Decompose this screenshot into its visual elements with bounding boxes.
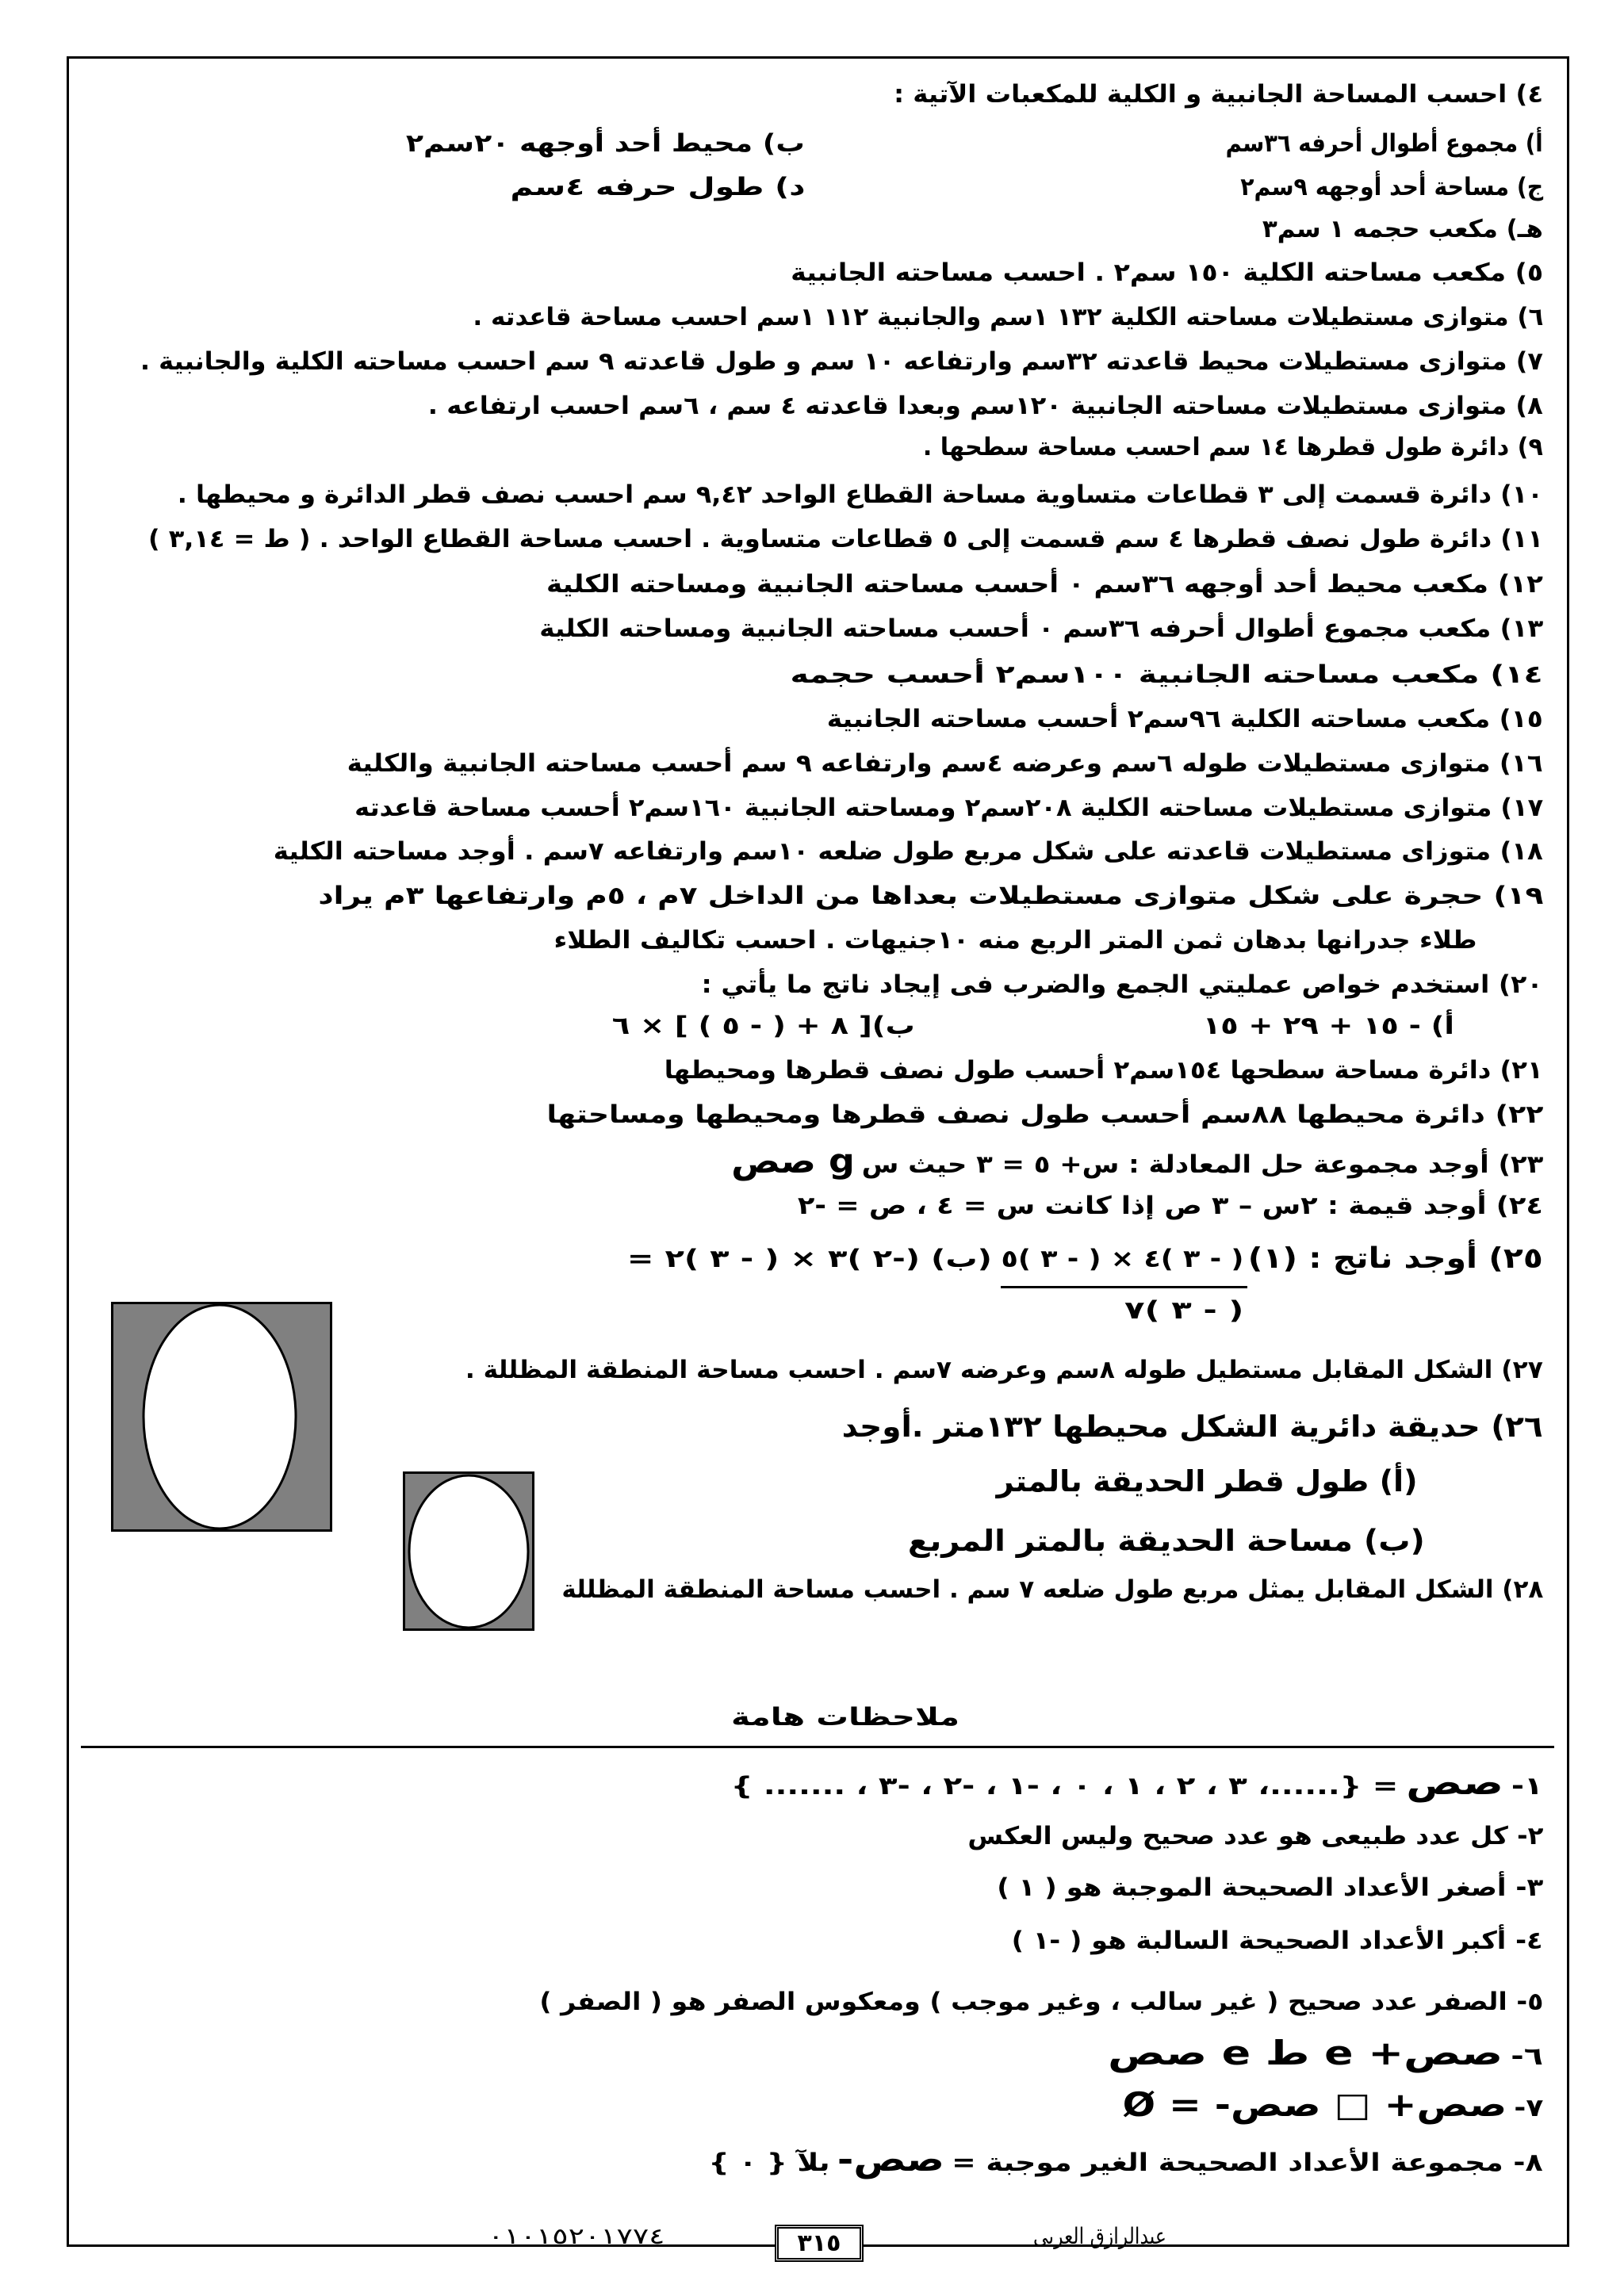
question-16: ١٦) متوازى مستطيلات طوله ٦سم وعرضه ٤سم وارتفاعه ٩ سم أحسب مساحته الجانبية والكلية bbox=[347, 749, 1543, 778]
note-3: ٣- أصغر الأعداد الصحيحة الموجبة هو ( ١ ) bbox=[997, 1873, 1543, 1902]
note-4: ٤- أكبر الأعداد الصحيحة السالبة هو ( -١ ) bbox=[1012, 1927, 1543, 1955]
note-1-set: = {......، ٣ ، ٢ ، ١ ، ٠ ، -١ ، -٢ ، -٣ ، ....... } bbox=[731, 1772, 1399, 1800]
note-6-label: ٦- bbox=[1511, 2042, 1543, 2071]
note-6 bbox=[1100, 2034, 1543, 2072]
question-19-line-2: طلاء جدرانها بدهان ثمن المتر الربع منه ١٠جنيهات . احسب تكاليف الطلاء bbox=[553, 926, 1477, 955]
q4-prompt: ٤) احسب المساحة الجانبية و الكلية للمكعبات الآتية : bbox=[894, 80, 1543, 109]
question-20-part-a: أ) - ١٥ + ٢٩ + ١٥ bbox=[1203, 1012, 1454, 1040]
question-26-prompt: ٢٦) حديقة دائرية الشكل محيطها ١٣٢متر .أوجد bbox=[842, 1410, 1543, 1444]
notes-title: ملاحظات هامة bbox=[731, 1703, 959, 1732]
note-6-content bbox=[1100, 2034, 1543, 2076]
integer-set-symbol: g صص bbox=[730, 1142, 855, 1181]
question-14: ١٤) مكعب مساحته الجانبية ١٠٠سم٢ أحسب حجمه bbox=[790, 660, 1543, 689]
question-27: ٢٧) الشكل المقابل مستطيل طوله ٨سم وعرضه ٧سم . احسب مساحة المنطقة المظللة . bbox=[465, 1356, 1543, 1384]
question-17: ١٧) متوازى مستطيلات مساحته الكلية ٢٠٨سم٢ ومساحته الجانبية ١٦٠سم٢ أحسب مساحة قاعدته bbox=[354, 794, 1543, 822]
footer-author: عبدالرازق العربى bbox=[1033, 2223, 1166, 2249]
q4-item-b: ب) محيط أحد أوجهه ٢٠سم٢ bbox=[406, 129, 805, 158]
question-23-text: ٢٣) أوجد مجموعة حل المعادلة : س+ ٥ = ٣ حيث س bbox=[861, 1150, 1543, 1179]
note-7-content bbox=[1115, 2086, 1543, 2127]
shaded-square-figure bbox=[403, 1471, 534, 1631]
question-13: ١٣) مكعب مجموع أطوال أحرفه ٣٦سم ٠ أحسب مساحته الجانبية ومساحته الكلية bbox=[539, 614, 1543, 643]
note-8-content bbox=[709, 2141, 1543, 2182]
negative-integers-symbol: صص- bbox=[837, 2140, 945, 2179]
q4-item-a: أ) مجموع أطوال أحرفه ٣٦سم bbox=[1226, 129, 1543, 158]
question-21: ٢١) دائرة مساحة سطحها ١٥٤سم٢ أحسب طول نصف قطرها ومحيطها bbox=[665, 1056, 1543, 1085]
q4-item-c: ج) مساحة أحد أوجهه ٩سم٢ bbox=[1240, 173, 1543, 201]
note-1 bbox=[731, 1764, 1543, 1802]
note-8 bbox=[709, 2141, 1543, 2179]
question-9: ٩) دائرة طول قطرها ١٤ سم احسب مساحة سطحها . bbox=[923, 433, 1543, 461]
note-8-rest: بلآ { ٠ } bbox=[709, 2149, 830, 2177]
question-8: ٨) متوازى مستطيلات مساحته الجانبية ١٢٠سم وبعدا قاعدته ٤ سم ، ٦سم احسب ارتفاعه . bbox=[428, 392, 1543, 420]
question-20-prompt: ٢٠) استخدم خواص عمليتي الجمع والضرب فى إيجاد ناتج ما يأتي : bbox=[702, 970, 1543, 999]
note-5: ٥- الصفر عدد صحيح ( غير سالب ، وغير موجب ) ومعكوس الصفر هو ( الصفر ) bbox=[539, 1988, 1543, 2016]
question-23-content bbox=[724, 1142, 1543, 1184]
question-5: ٥) مكعب مساحته الكلية ١٥٠ سم٢ . احسب مساحته الجانبية bbox=[791, 258, 1543, 287]
integer-set-symbol: صص bbox=[1406, 1763, 1504, 1802]
q4-item-e: هـ) مكعب حجمه ١ سم٣ bbox=[1262, 215, 1543, 243]
shaded-rectangle-figure bbox=[111, 1302, 332, 1532]
footer-phone: ٠١٠١٥٢٠١٧٧٤ bbox=[487, 2223, 665, 2249]
question-25-part1-numerator: ( - ٣ )٤ × ( - ٣ )٥ bbox=[1001, 1245, 1243, 1273]
note-6-expression: صص+ e ط e صص bbox=[1108, 2034, 1503, 2072]
question-26-part-b: (ب) مساحة الحديقة بالمتر المربع bbox=[908, 1524, 1425, 1558]
question-19-line-1: ١٩) حجرة على شكل متوازى مستطيلات بعداها من الداخل ٧م ، ٥م وارتفاعها ٣م يراد bbox=[318, 882, 1543, 910]
note-7-label: ٧- bbox=[1514, 2094, 1543, 2122]
page-number-box bbox=[775, 2225, 864, 2262]
question-15: ١٥) مكعب مساحته الكلية ٩٦سم٢ أحسب مساحته الجانبية bbox=[827, 705, 1543, 733]
question-20-part-b: ب)[ ٨ + ( - ٥ ) ] × ٦ bbox=[612, 1012, 915, 1040]
question-26-part-a: (أ) طول قطر الحديقة بالمتر bbox=[997, 1464, 1418, 1498]
question-10: ١٠) دائرة قسمت إلى ٣ قطاعات متساوية مساحة القطاع الواحد ٩,٤٢ سم احسب نصف قطر الدائرة و محيطها . bbox=[178, 480, 1543, 509]
note-7-expression: صص+ □ صص- = Ø bbox=[1122, 2085, 1507, 2124]
question-28: ٢٨) الشكل المقابل يمثل مربع طول ضلعه ٧ سم . احسب مساحة المنطقة المظللة bbox=[561, 1575, 1543, 1604]
question-25-part2: (ب) (-٢ )٣ × ( - ٣ )٢ = bbox=[627, 1245, 992, 1273]
q4-item-d: د) طول حرفه ٤سم bbox=[510, 173, 805, 201]
question-22: ٢٢) دائرة محيطها ٨٨سم أحسب طول نصف قطرها ومحيطها ومساحتها bbox=[546, 1100, 1543, 1129]
note-2: ٢- كل عدد طبيعى هو عدد صحيح وليس العكس bbox=[967, 1822, 1543, 1850]
question-25-label: ٢٥) أوجد ناتج : (١) bbox=[1248, 1242, 1543, 1275]
note-1-content bbox=[731, 1764, 1543, 1805]
note-1-label: ١- bbox=[1511, 1772, 1543, 1800]
question-12: ١٢) مكعب محيط أحد أوجهه ٣٦سم ٠ أحسب مساحته الجانبية ومساحته الكلية bbox=[546, 570, 1543, 599]
question-11: ١١) دائرة طول نصف قطرها ٤ سم قسمت إلى ٥ قطاعات متساوية . احسب مساحة القطاع الواحد . ( ط = ٣,١٤ ) bbox=[148, 525, 1543, 553]
question-23 bbox=[724, 1142, 1543, 1181]
question-7: ٧) متوازى مستطيلات محيط قاعدته ٣٢سم وارتفاعه ١٠ سم و طول قاعدته ٩ سم احسب مساحته الكلية والجانبية . bbox=[140, 347, 1543, 376]
question-18: ١٨) متوزاى مستطيلات قاعدته على شكل مربع طول ضلعه ١٠سم وارتفاعه ٧سم . أوجد مساحته الكلية bbox=[274, 837, 1543, 866]
note-7 bbox=[1115, 2086, 1543, 2124]
notes-divider bbox=[81, 1746, 1554, 1748]
note-8-text: ٨- مجموعة الأعداد الصحيحة الغير موجبة = bbox=[952, 2149, 1543, 2177]
question-6: ٦) متوازى مستطيلات مساحته الكلية ١٣٢ ١سم والجانبية ١١٢ ١سم احسب مساحة قاعدته . bbox=[473, 303, 1543, 331]
question-24: ٢٤) أوجد قيمة : ٢س – ٣ ص إذا كانت س = ٤ ، ص = -٢ bbox=[798, 1192, 1543, 1220]
fraction-bar bbox=[1001, 1286, 1247, 1288]
question-25-part1-denominator: ( - ٣ )٧ bbox=[1124, 1296, 1243, 1325]
page-number: ٣١٥ bbox=[797, 2229, 841, 2257]
